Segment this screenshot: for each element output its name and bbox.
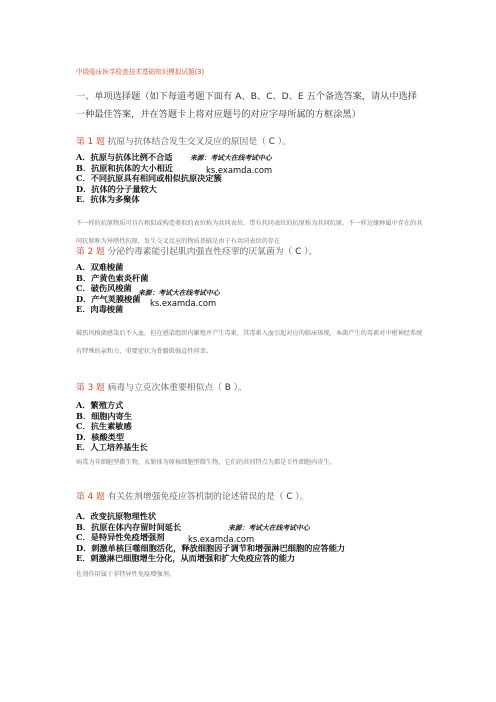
option-c: C．抗生素敏感 bbox=[76, 421, 132, 432]
option-a: A．繁殖方式 bbox=[76, 400, 124, 410]
option-d: D．核酸类型 bbox=[76, 431, 125, 442]
question-1-explanation: 不一样的抗原物质可具有相似或构造类似的表位称为共同表位，带有共同表位的抗原称为共同抗原，不一样边缘种属中存在的共同抗原称为异嗜性抗原，发生交叉反应的物质基础是由于有共同表位的存在 bbox=[76, 220, 423, 245]
question-text: 有关佐剂增强免疫应答机制的论述错误的是（ bbox=[107, 492, 284, 502]
option-e: E．刺激淋巴细胞增生分化，从而增强和扩大免疫应答的能力 bbox=[76, 553, 296, 564]
option-b: B．抗原和抗体的大小相近 bbox=[76, 162, 173, 173]
question-text: 分泌约毒素能引起肌肉强直性痉挛的厌氧菌为（ bbox=[107, 247, 293, 257]
question-3-stem bbox=[76, 380, 247, 393]
doc-title: 中级临床医学检查技术基础知识模拟试题(3) bbox=[76, 68, 205, 76]
option-c: C．破伤风梭菌 bbox=[76, 283, 132, 294]
watermark-text: 来源：考试大在线考试中心 bbox=[228, 524, 310, 532]
question-4-explanation: 佐剂作用属于非特异性免疫增强剂。 bbox=[76, 571, 175, 578]
option-a: A．改变抗原物理性状 bbox=[76, 511, 157, 521]
question-tail: ）。 bbox=[295, 492, 309, 502]
question-number: 第 4 题 bbox=[76, 492, 105, 502]
question-tail: ）。 bbox=[233, 383, 247, 393]
question-3-options bbox=[76, 400, 148, 453]
question-answer: C bbox=[286, 492, 293, 502]
option-d: D．产气荚膜梭菌 bbox=[76, 293, 141, 304]
option-d: D．抗体的分子量较大 bbox=[76, 183, 157, 194]
question-answer: C bbox=[295, 247, 302, 257]
section-instructions: 一、单项选择题（如下每道考题下面有 A、B、C、D、E 五个备选答案，请从中选择一种最佳答案，并在答题卡上将对应题号的对应字母所属的方框涂黑） bbox=[76, 91, 417, 120]
question-1-stem bbox=[76, 134, 291, 147]
option-d: D．刺激单核巨噬细胞活化，释放细胞因子调节和增强淋巴细胞的应答能力 bbox=[76, 542, 346, 553]
watermark-text: 来源：考试大在线考试中心 bbox=[138, 289, 220, 297]
option-e: E．人工培养基生长 bbox=[76, 442, 148, 453]
question-2-stem bbox=[76, 244, 317, 257]
question-3-explanation: 病毒为非细胞型微生物，衣原体为原核细胞型微生物，它们的共同特点为都是专性细胞内寄生。 bbox=[76, 459, 336, 466]
question-text: 病毒与立克次体重要相似点（ bbox=[107, 383, 222, 393]
question-answer: C bbox=[268, 137, 275, 147]
question-2-explanation: 破伤风梭菌感染后不入血，但在感染组织内繁殖并产生毒素，其毒素入血引起对应的临床体现，本菌产生的毒素对中枢神经系统有特殊的亲和力，重要症状为骨骼肌强直性痉挛。 bbox=[76, 330, 423, 355]
question-number: 第 3 题 bbox=[76, 383, 105, 393]
option-c: C．是特异性免疫增强剂 bbox=[76, 532, 165, 543]
option-b: B．抗原在体内存留时间延长 bbox=[76, 521, 182, 532]
question-number: 第 1 题 bbox=[76, 137, 105, 147]
watermark-text: 来源：考试大在线考试中心 bbox=[190, 154, 272, 162]
option-a: A．双难梭菌 bbox=[76, 262, 124, 272]
watermark-url: ks.examda.com bbox=[188, 534, 255, 544]
question-tail: ）。 bbox=[277, 137, 291, 147]
question-number: 第 2 题 bbox=[76, 247, 105, 257]
watermark-url: ks.examda.com bbox=[150, 298, 217, 308]
question-tail: ）。 bbox=[304, 247, 318, 257]
question-answer: B bbox=[224, 383, 231, 393]
question-text: 抗原与抗体结合发生交叉反应的原因是（ bbox=[107, 137, 266, 147]
option-c: C．不同抗原具有相同或相似抗原决定簇 bbox=[76, 173, 222, 184]
option-e: E．抗体为多聚体 bbox=[76, 194, 140, 205]
option-b: B．产黄色索炎杆菌 bbox=[76, 272, 149, 283]
option-a: A．抗原与抗体比例不合适 bbox=[76, 152, 173, 162]
option-b: B．细胞内寄生 bbox=[76, 410, 133, 421]
watermark-url: ks.examda.com bbox=[206, 165, 273, 175]
question-4-stem bbox=[76, 489, 309, 502]
option-e: E．肉毒梭菌 bbox=[76, 304, 124, 315]
